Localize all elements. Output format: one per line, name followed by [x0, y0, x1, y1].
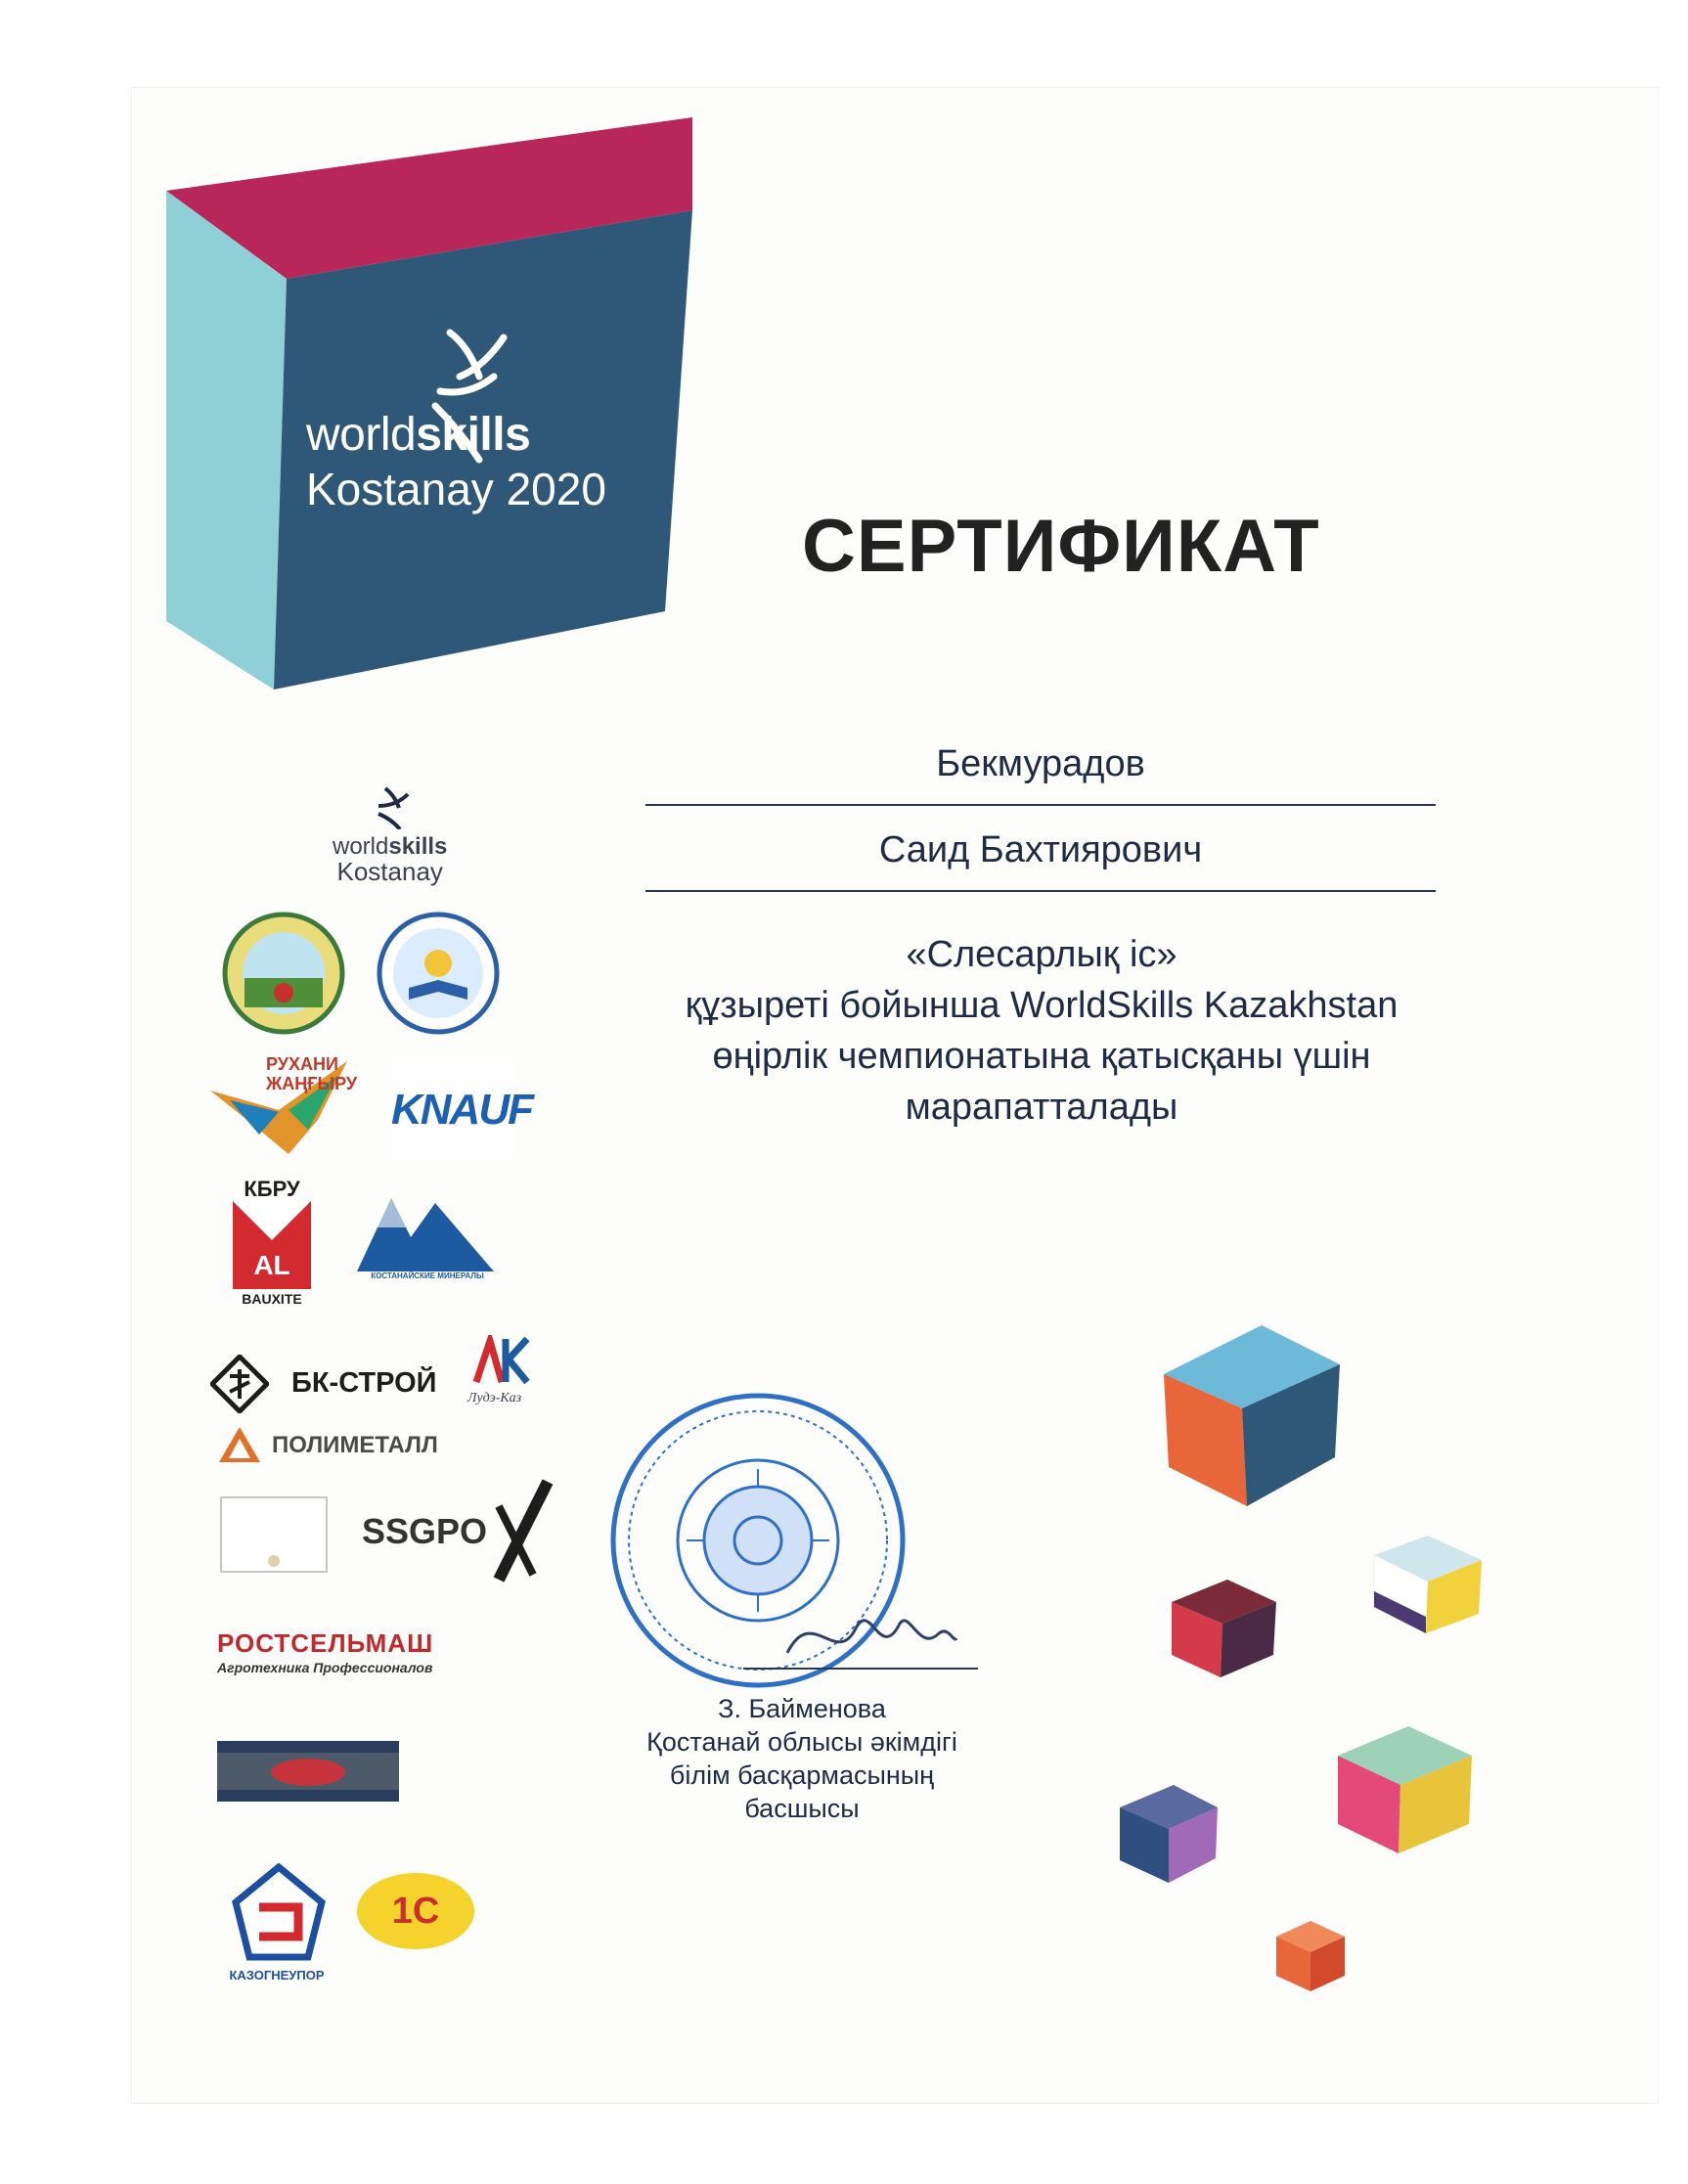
award-text — [626, 929, 1457, 1133]
kazogneupor-logo-text: КАЗОГНЕУПОР — [229, 1968, 325, 1983]
worldskills-small-logo — [333, 782, 447, 885]
award-line-participation: өңірлік чемпионатына қатысқаны үшін — [712, 1036, 1371, 1077]
onec-logo: 1С — [357, 1873, 474, 1949]
knauf-logo: KNAUF — [391, 1061, 513, 1159]
hero-brand-bold: skills — [416, 409, 531, 461]
kbru-logo-bottom: BAUXITE — [242, 1291, 302, 1307]
recipient-surname: Бекмурадов — [645, 743, 1436, 806]
recipient-name: Саид Бахтиярович — [645, 829, 1436, 892]
worldskills-small-icon — [361, 782, 420, 829]
signer-name: З. Байменова — [718, 1694, 886, 1723]
kbru-logo-top: КБРУ — [244, 1177, 300, 1201]
kbru-logo-al: AL — [253, 1250, 290, 1280]
rukhani-logo-text — [266, 1054, 357, 1093]
ludkaz-logo-text: Лудэ-Каз — [467, 1391, 522, 1405]
hero-brand-name — [306, 411, 606, 460]
regional-emblem-1-icon — [220, 910, 347, 1037]
ludkaz-logo-icon — [472, 1335, 531, 1389]
decor-cube-pink-icon — [1330, 1721, 1477, 1858]
signature-line — [743, 1668, 978, 1670]
ws-small-light: world — [333, 832, 389, 860]
signer-position-line-1: Қостанай облысы әкімдігі — [646, 1727, 957, 1757]
ws-small-bold: skills — [388, 832, 448, 860]
hero-left-face — [166, 191, 287, 690]
signer-block — [626, 1692, 978, 1825]
bkstroy-diamond-icon — [210, 1355, 269, 1413]
hero-graphic — [166, 93, 694, 690]
rostselmash-tagline: Агротехника Профессионалов — [217, 1660, 433, 1675]
regional-emblem-2-icon — [375, 910, 502, 1037]
award-line-competence: құзыреті бойынша WorldSkills Kazakhstan — [685, 985, 1399, 1026]
polymetall-logo: ПОЛИМЕТАЛЛ — [272, 1432, 438, 1458]
decor-cube-purple-icon — [1115, 1780, 1222, 1888]
signature-icon — [782, 1594, 958, 1672]
decor-cube-large-icon — [1154, 1320, 1350, 1516]
kostanay-minerals-caption: КОСТАНАЙСКИЕ МИНЕРАЛЫ — [371, 1271, 484, 1280]
ws-small-place: Kostanay — [336, 856, 443, 886]
car-sponsor-banner-icon — [217, 1741, 399, 1802]
sponsor-blank-badge-icon — [220, 1496, 328, 1573]
rukhani-line-2: ЖАҢҒЫРУ — [266, 1074, 358, 1093]
rostselmash-logo: РОСТСЕЛЬМАШ — [217, 1628, 434, 1658]
hero-brand-light: world — [306, 409, 417, 461]
award-line-awarded: марапатталады — [905, 1087, 1178, 1128]
ssgpo-logo: SSGPO — [362, 1511, 488, 1551]
kostanay-minerals-icon — [357, 1188, 494, 1276]
decor-cube-red-icon — [1164, 1575, 1281, 1682]
certificate-title: СЕРТИФИКАТ — [802, 505, 1320, 588]
decor-cube-small-icon — [1271, 1917, 1350, 1995]
hero-place: Kostanay 2020 — [306, 464, 606, 515]
decor-cube-yellow-icon — [1369, 1531, 1487, 1638]
polymetall-triangle-icon — [217, 1425, 262, 1464]
hero-brand — [306, 411, 606, 513]
ssgpo-mark-icon — [489, 1477, 557, 1584]
rukhani-line-1: РУХАНИ — [266, 1054, 338, 1074]
kazogneupor-logo-icon — [230, 1863, 328, 1971]
award-line-skill: «Слесарлық іс» — [906, 934, 1177, 975]
signer-position-line-2: білім басқармасының басшысы — [669, 1761, 935, 1823]
bkstroy-logo: БК-СТРОЙ — [291, 1367, 437, 1399]
